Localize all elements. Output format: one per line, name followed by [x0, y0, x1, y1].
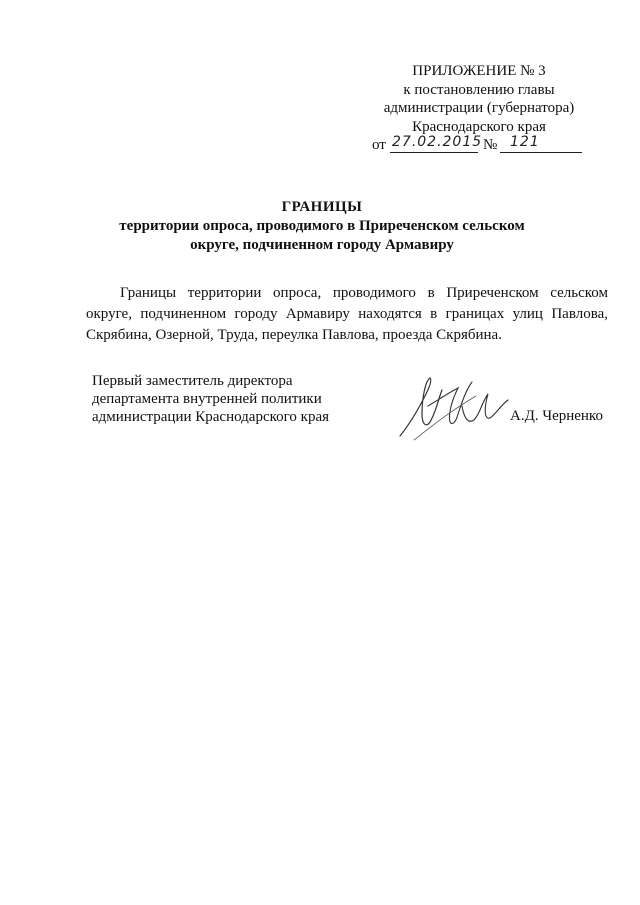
- appendix-resolution-line: к постановлению главы: [403, 81, 555, 98]
- signatory-position-line-3: администрации Краснодарского края: [92, 409, 330, 425]
- title-heading: ГРАНИЦЫ: [281, 199, 363, 215]
- appendix-header: [362, 62, 596, 156]
- title-line-3: округе, подчиненном городу Армавиру: [190, 237, 454, 253]
- date-handwritten: 27.02.2015: [392, 134, 483, 150]
- number-prefix: №: [483, 137, 498, 153]
- document-title: [80, 198, 564, 255]
- appendix-number: ПРИЛОЖЕНИЕ № 3: [412, 63, 546, 79]
- number-handwritten: 121: [510, 134, 540, 150]
- signatory-position-line-1: Первый заместитель директора: [92, 373, 293, 389]
- date-underline: [390, 152, 478, 153]
- signatory-position: [92, 372, 329, 426]
- signature-block: [92, 372, 612, 462]
- appendix-administration-line: администрации (губернатора): [383, 100, 575, 116]
- signatory-position-line-2: департамента внутренней политики: [92, 391, 322, 407]
- appendix-region-line: Краснодарского края: [412, 118, 546, 135]
- body-paragraph: Границы территории опроса, проводимого в Приреченском сельском округе, подчиненном городу Армавиру находятся в границах улиц Павлова, Скрябина, Озерной, Труда, переулка Павлова, проезда Скрябина.: [86, 285, 608, 343]
- date-prefix: от: [372, 137, 386, 153]
- number-underline: [500, 152, 582, 153]
- signatory-name: А.Д. Черненко: [510, 408, 603, 424]
- title-line-2: территории опроса, проводимого в Приреченском сельском: [119, 218, 525, 234]
- handwritten-signature: [392, 366, 512, 446]
- appendix-date-line: [362, 136, 596, 156]
